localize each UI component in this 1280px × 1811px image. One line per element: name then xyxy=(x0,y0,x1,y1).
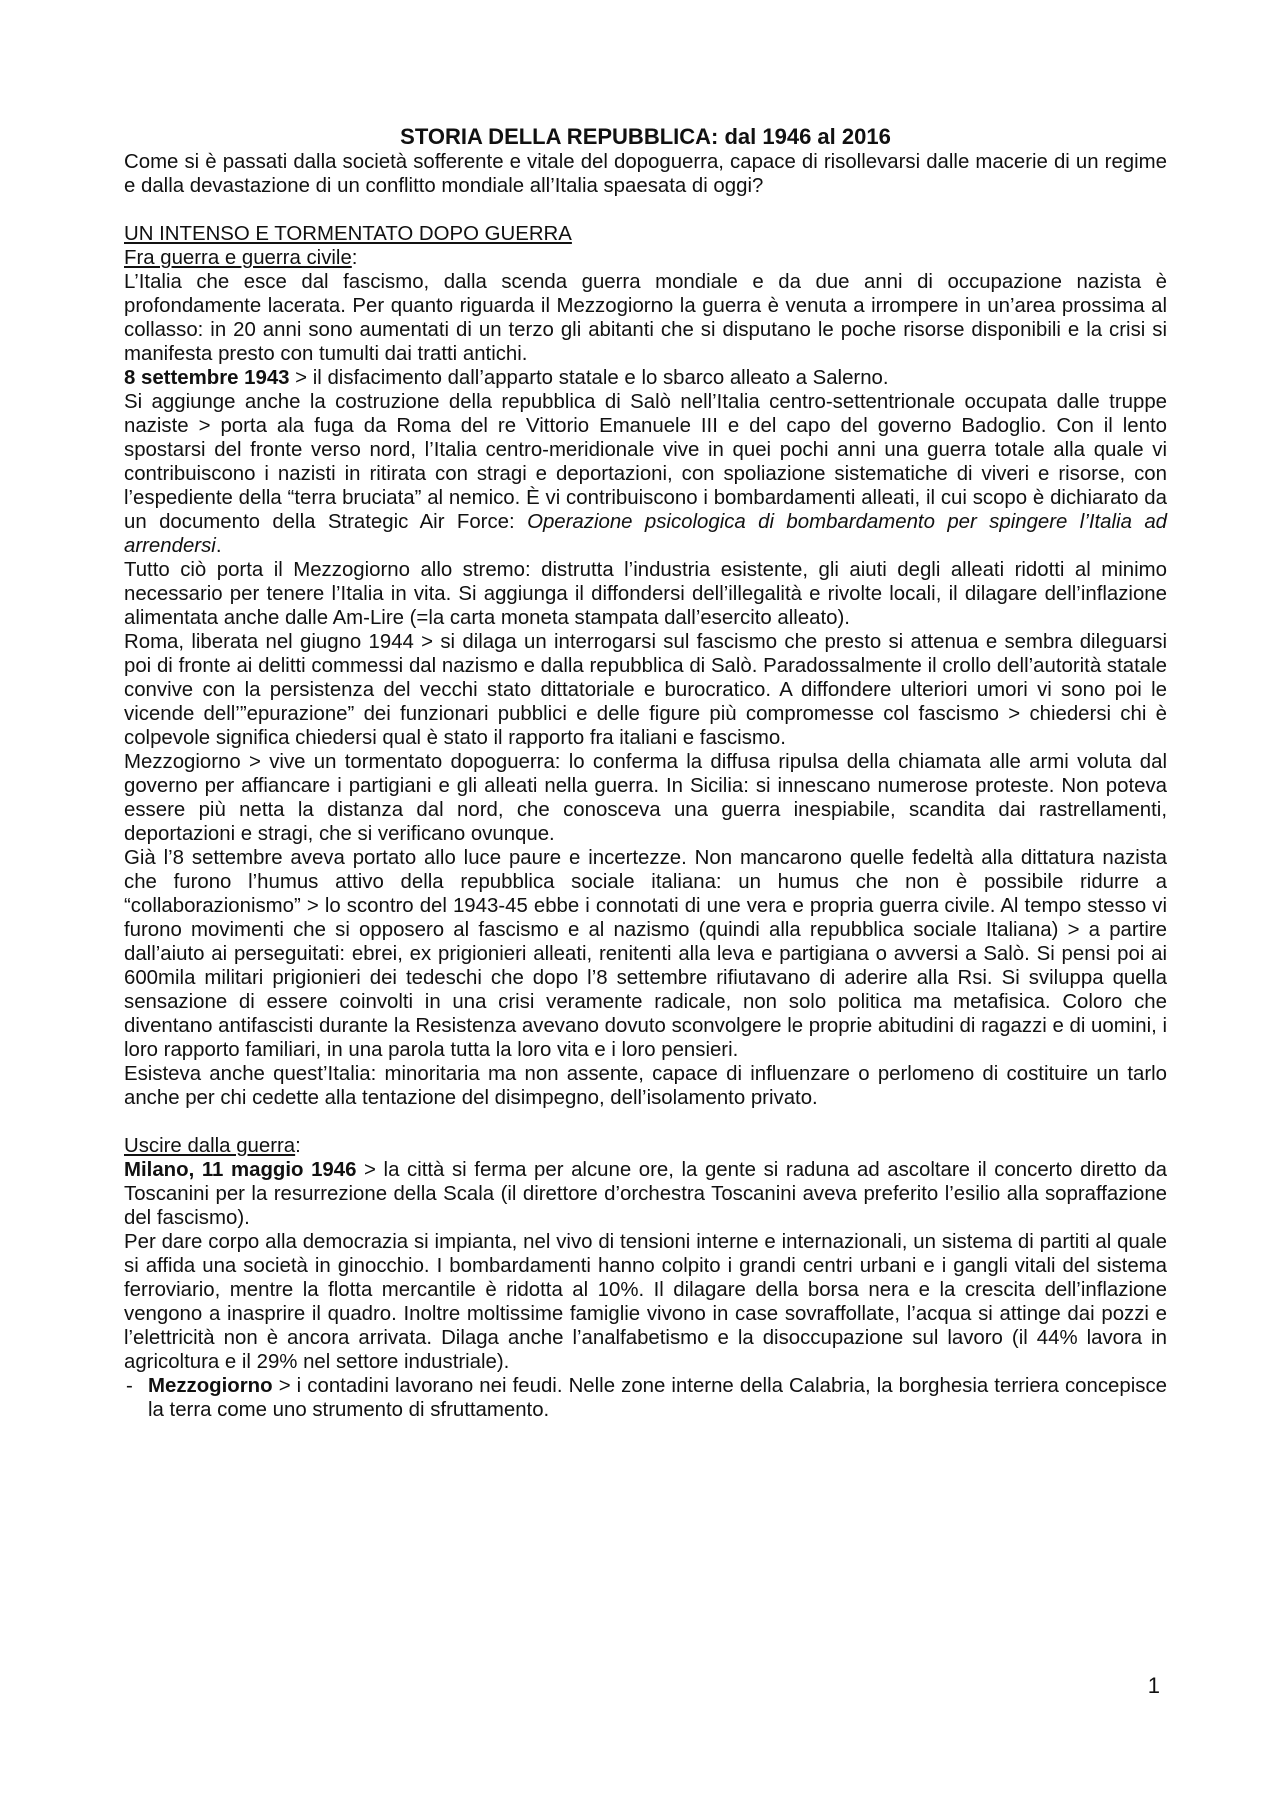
bullet-bold: Mezzogiorno xyxy=(148,1375,273,1397)
paragraph: L’Italia che esce dal fascismo, dalla scenda guerra mondiale e da due anni di occupazione nazista è profondamente lacerata. Per quanto riguarda il Mezzogiorno la guerra è venuta a irrompere in un’area prossima al collasso: in 20 anni sono aumentati di un terzo gli abitanti che si disputano le poche risorse disponibili e la crisi si manifesta presto con tumulti dai tratti antichi. xyxy=(124,271,1167,365)
quote-italic: Operazione psicologica di bombardamento per spingere l’Italia ad arrendersi xyxy=(124,511,1167,557)
paragraph: Esisteva anche quest’Italia: minoritaria ma non assente, capace di influenzare o perlomeno di costituire un tarlo anche per chi cedette alla tentazione del disimpegno, dell’isolamento privato. xyxy=(124,1063,1167,1109)
date-bold: 8 settembre 1943 xyxy=(124,367,290,389)
subsection-2-colon: : xyxy=(295,1135,301,1157)
subsection-colon: : xyxy=(351,247,358,269)
salo-text: Si aggiunge anche la costruzione della repubblica di Salò nell’Italia centro-settentrionale occupata dalle truppe naziste > porta ala fuga da Roma del re Vittorio Emanuele III e del capo del governo Badoglio. Con il lento spostarsi del fronte verso nord, l’Italia centro-meridionale vive in quei pochi anni una guerra totale alla quale vi contribuiscono i nazisti in ritirata con stragi e deportazioni, con spoliazione sistematiche di viveri e risorse, con l’espediente della “terra bruciata” al nemico. È vi contribuiscono i bombardamenti alleati, il cui scopo è dichiarato da un documento della Strategic Air Force: xyxy=(124,391,1167,533)
bullet-list xyxy=(124,1374,1167,1422)
paragraph: Tutto ciò porta il Mezzogiorno allo stremo: distrutta l’industria esistente, gli aiuti degli alleati ridotti al minimo necessario per tenere l’Italia in vita. Si aggiunga il diffondersi dell’illegalità e rivolte locali, il dilagare dell’inflazione alimentata anche dalle Am-Lire (=la carta moneta stampata dall’esercito alleato). xyxy=(124,559,1167,629)
subsection-heading xyxy=(124,246,1167,270)
paragraph: Per dare corpo alla democrazia si impianta, nel vivo di tensioni interne e internazionali, un sistema di partiti al quale si affida una società in ginocchio. I bombardamenti hanno colpito i grandi centri urbani e i gangli vitali del sistema ferroviario, mentre la flotta mercantile è ridotta al 10%. Il dilagare della borsa nera e la crescita dell’inflazione vengono a inasprire il quadro. Inoltre moltissime famiglie vivono in case sovraffollate, l’acqua si attinge dai pozzi e l’elettricità non è ancora arrivata. Dilaga anche l’analfabetismo e la disoccupazione sul lavoro (il 44% lavora in agricoltura e il 29% nel settore industriale). xyxy=(124,1231,1167,1373)
spacer xyxy=(124,1110,1167,1134)
milano-bold: Milano, 11 maggio 1946 xyxy=(124,1159,357,1181)
milano-text: > la città si ferma per alcune ore, la gente si raduna ad ascoltare il concerto diretto da Toscanini per la resurrezione della Scala (il direttore d’orchestra Toscanini aveva preferito l’esilio alla sopraffazione del fascismo). xyxy=(124,1159,1167,1229)
bullet-text: > i contadini lavorano nei feudi. Nelle zone interne della Calabria, la borghesia terriera concepisce la terra come uno strumento di sfruttamento. xyxy=(148,1375,1167,1421)
section-heading xyxy=(124,222,1167,246)
section-heading-text: UN INTENSO E TORMENTATO DOPO GUERRA xyxy=(124,223,572,245)
paragraph-date xyxy=(124,366,1167,390)
spacer xyxy=(124,198,1167,222)
subsection-heading-text: Fra guerra e guerra civile xyxy=(124,247,352,269)
paragraph: Già l’8 settembre aveva portato allo luce paure e incertezze. Non mancarono quelle fedeltà alla dittatura nazista che furono l’humus attivo della repubblica sociale italiana: un humus che non è possibile ridurre a “collaborazionismo” > lo scontro del 1943-45 ebbe i connotati di une vera e propria guerra civile. Al tempo stesso vi furono movimenti che si opposero al fascismo e al nazismo (quindi alla repubblica sociale Italiana) > a partire dall’aiuto ai perseguitati: ebrei, ex prigionieri alleati, renitenti alla leva e partigiana o avversi a Salò. Si pensi poi ai 600mila militari prigionieri dei tedeschi che dopo l’8 settembre rifiutavano di aderire alla Rsi. Si sviluppa quella sensazione di essere coinvolti in una crisi veramente radicale, non solo politica ma metafisica. Coloro che diventano antifascisti durante la Resistenza avevano dovuto sconvolgere le proprie abitudini di ragazzi e di uomini, i loro rapporto familiari, in una parola tutta la loro vita e i loro pensieri. xyxy=(124,847,1167,1061)
dash-bullet: - xyxy=(126,1375,133,1397)
paragraph-salo xyxy=(124,390,1167,558)
list-item xyxy=(124,1374,1167,1422)
date-text: > il disfacimento dall’apparto statale e lo sbarco alleato a Salerno. xyxy=(289,367,889,389)
page-number: 1 xyxy=(1147,1673,1160,1698)
page-title: STORIA DELLA REPUBBLICA: dal 1946 al 2016 xyxy=(400,124,891,149)
salo-end: . xyxy=(215,535,222,557)
paragraph-milano xyxy=(124,1158,1167,1230)
paragraph: Roma, liberata nel giugno 1944 > si dilaga un interrogarsi sul fascismo che presto si attenua e sembra dileguarsi poi di fronte ai delitti commessi dal nazismo e dalla repubblica di Salò. Paradossalmente il crollo dell’autorità statale convive con la persistenza del vecchi stato dittatoriale e burocratico. A diffondere ulteriori umori vi sono poi le vicende dell’”epurazione” dei funzionari pubblici e delle figure più compromesse col fascismo > chiedersi chi è colpevole significa chiedersi qual è stato il rapporto fra italiani e fascismo. xyxy=(124,631,1167,749)
paragraph: Mezzogiorno > vive un tormentato dopoguerra: lo conferma la diffusa ripulsa della chiamata alle armi voluta dal governo per affiancare i partigiani e gli alleati nella guerra. In Sicilia: si innescano numerose proteste. Non poteva essere più netta la distanza dal nord, che conosceva una guerra inespiabile, scandita dai rastrellamenti, deportazioni e stragi, che si verificano ovunque. xyxy=(124,751,1167,845)
intro-paragraph: Come si è passati dalla società sofferente e vitale del dopoguerra, capace di risollevarsi dalle macerie di un regime e dalla devastazione di un conflitto mondiale all’Italia spaesata di oggi? xyxy=(124,151,1167,197)
subsection-heading-2-text: Uscire dalla guerra xyxy=(124,1135,296,1157)
document-page xyxy=(124,124,1167,1422)
subsection-heading-2 xyxy=(124,1134,1167,1158)
